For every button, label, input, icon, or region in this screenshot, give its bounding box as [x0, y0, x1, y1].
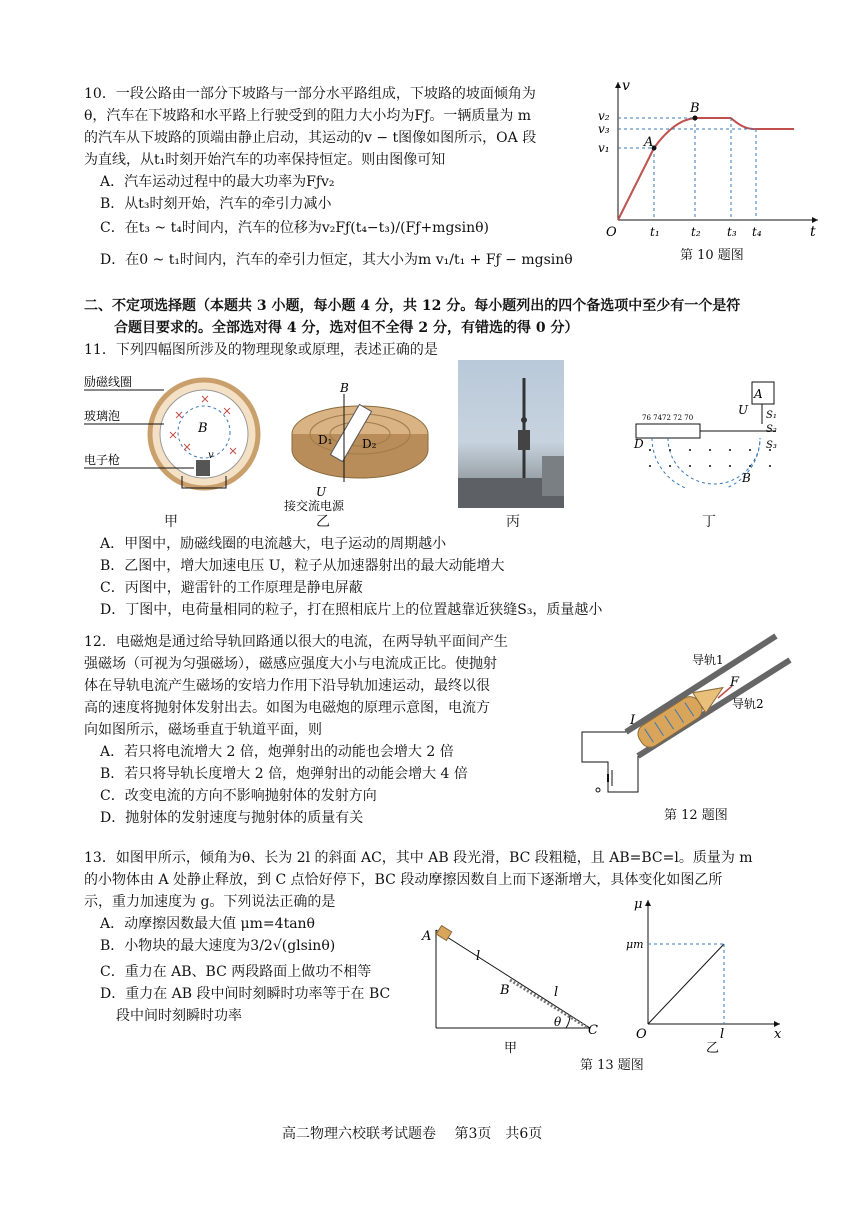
scale-label: 76 7472 72 70 — [642, 414, 694, 422]
q12-line-1: 12．电磁炮是通过给导轨回路通以很大的电流，在两导轨平面间产生 — [84, 634, 508, 650]
q13-caption: 第 13 题图 — [580, 1058, 644, 1073]
q11-fig-ding — [630, 380, 790, 488]
t2-label: t₂ — [691, 225, 701, 239]
jia-label: 甲 — [504, 1041, 518, 1056]
q10-line-3: 的汽车从下坡路的顶端由静止启动，其运动的v − t图像如图所示，OA 段 — [84, 130, 537, 146]
q12-caption: 第 12 题图 — [664, 808, 728, 823]
a-label: A — [754, 387, 763, 401]
q11-label-ding: 丁 — [702, 514, 716, 530]
q10-line-2: θ，汽车在下坡路和水平路上行驶受到的阻力大小均为Fƒ。一辆质量为 m — [84, 108, 532, 124]
source-label: 接交流电源 — [284, 499, 345, 512]
q11-option-a: A．甲图中，励磁线圈的电流越大，电子运动的周期越小 — [100, 536, 447, 552]
t3-label: t₃ — [727, 225, 737, 239]
length-l2-label: l — [554, 985, 559, 1000]
q10-option-c: C．在t₃ ~ t₄时间内，汽车的位移为v₂Fƒ(t₄−t₃)/(Fƒ+mgsinθ) — [100, 220, 489, 236]
q11-label-yi: 乙 — [316, 514, 330, 530]
q12-line-2: 强磁场（可视为匀强磁场），磁感应强度大小与电流成正比。使抛射 — [84, 656, 497, 672]
u-label: U — [316, 485, 327, 499]
q13-option-c: C．重力在 AB、BC 两段路面上做功不相等 — [100, 964, 372, 980]
rail2-label: 导轨2 — [732, 697, 764, 711]
q11-option-b: B．乙图中，增大加速电压 U，粒子从加速器射出的最大动能增大 — [100, 558, 505, 574]
v-axis-label: v — [622, 78, 630, 94]
b-label: B — [340, 382, 349, 395]
origin-label: O — [606, 225, 617, 240]
point-c-label: C — [588, 1023, 598, 1038]
b-label: B — [742, 471, 751, 485]
q13-option-b: B．小物块的最大速度为3/2√(glsinθ) — [100, 938, 336, 954]
mum-label: μm — [626, 938, 644, 951]
q11-label-bing: 丙 — [506, 514, 520, 530]
s1-label: S₁ — [766, 410, 777, 421]
u-label: U — [738, 403, 749, 417]
mu-axis-label: μ — [634, 897, 643, 912]
origin-label: O — [636, 1027, 647, 1042]
q10-option-b: B．从t₃时刻开始，汽车的牵引力减小 — [100, 196, 332, 212]
q12-option-c: C．改变电流的方向不影响抛射体的发射方向 — [100, 788, 377, 804]
section2-heading-1: 二、不定项选择题（本题共 3 小题，每小题 4 分，共 12 分。每小题列出的四个备选项中至少有一个是符 — [84, 298, 741, 314]
t-axis-label: t — [810, 224, 816, 240]
gun-label: 电子枪 — [84, 453, 121, 467]
q12-line-5: 向如图所示，磁场垂直于轨道平面，则 — [84, 722, 322, 738]
section2-heading-2: 合题目要求的。全部选对得 4 分，选对但不全得 2 分，有错选的得 0 分） — [114, 320, 579, 336]
q11-stem: 11．下列四幅图所涉及的物理现象或原理，表述正确的是 — [84, 342, 438, 358]
d-label: D — [634, 437, 644, 451]
length-l1-label: l — [476, 949, 481, 964]
q10-line-1: 10．一段公路由一部分下坡路与一部分水平路组成，下坡路的坡面倾角为 — [84, 86, 536, 102]
q13-line-3: 示，重力加速度为 g。下列说法正确的是 — [84, 894, 336, 910]
q13-option-d: D．重力在 AB 段中间时刻瞬时功率等于在 BC — [100, 986, 391, 1002]
q12-option-b: B．若只将导轨长度增大 2 倍，炮弹射出的动能会增大 4 倍 — [100, 766, 468, 782]
q10-caption: 第 10 题图 — [680, 248, 744, 263]
t4-label: t₄ — [752, 225, 762, 239]
page-footer: 高二物理六校联考试题卷 第3页 共6页 — [282, 1126, 543, 1142]
l-label: l — [720, 1027, 725, 1042]
q11-photo-lightning-rod — [458, 360, 564, 508]
q12-line-3: 体在导轨电流产生磁场的安培力作用下沿导轨加速运动，最终以很 — [84, 678, 490, 694]
bulb-label: 玻璃泡 — [84, 409, 121, 423]
yi-label: 乙 — [706, 1041, 720, 1056]
s2-label: S₂ — [766, 424, 777, 435]
velocity-label: v — [208, 450, 214, 461]
q10-line-4: 为直线，从t₁时刻开始汽车的功率保持恒定。则由图像可知 — [84, 152, 446, 168]
q12-option-d: D．抛射体的发射速度与抛射体的质量有关 — [100, 810, 364, 826]
current-label: I — [630, 713, 636, 728]
b-field-label: B — [198, 421, 208, 436]
rail1-label: 导轨1 — [692, 653, 724, 667]
d1-label: D₁ — [318, 433, 333, 447]
point-b-label: B — [500, 983, 510, 998]
q12-line-4: 高的速度将抛射体发射出去。如图为电磁炮的原理示意图，电流方 — [84, 700, 490, 716]
x-axis-label: x — [774, 1027, 782, 1042]
q13-fig-yi — [624, 894, 788, 1058]
v2-label: v₂ — [598, 109, 610, 123]
s3-label: S₃ — [766, 440, 777, 451]
q11-fig-jia — [84, 372, 284, 502]
q12-railgun-figure — [568, 628, 798, 802]
q13-line-1: 13．如图甲所示，倾角为θ、长为 2l 的斜面 AC，其中 AB 段光滑，BC 段粗糙，且 AB=BC=l。质量为 m — [84, 850, 753, 866]
q10-option-a: A．汽车运动过程中的最大功率为Fƒv₂ — [100, 174, 335, 190]
v3-label: v₃ — [598, 122, 610, 136]
force-label: F — [730, 675, 740, 690]
d2-label: D₂ — [362, 437, 377, 451]
coil-label: 励磁线圈 — [84, 375, 133, 389]
theta-label: θ — [554, 1015, 562, 1029]
point-a-label: A — [422, 929, 432, 944]
q11-label-jia: 甲 — [164, 514, 178, 530]
q13-line-2: 的小物体由 A 处静止释放，到 C 点恰好停下，BC 段动摩擦因数自上而下逐渐增大，具体变化如图乙所 — [84, 872, 723, 888]
q11-option-d: D．丁图中，电荷量相同的粒子，打在照相底片上的位置越靠近狭缝S₃，质量越小 — [100, 602, 603, 618]
q12-option-a: A．若只将电流增大 2 倍，炮弹射出的动能也会增大 2 倍 — [100, 744, 454, 760]
t1-label: t₁ — [650, 225, 660, 239]
q13-option-d-cont: 段中间时刻瞬时功率 — [116, 1008, 242, 1024]
q10-option-d: D．在0 ~ t₁时间内，汽车的牵引力恒定，其大小为m v₁/t₁ + Fƒ − mgsinθ — [100, 252, 573, 268]
point-b-label: B — [690, 101, 700, 116]
q10-vt-graph — [596, 76, 826, 240]
v1-label: v₁ — [598, 141, 610, 155]
q13-fig-jia — [420, 924, 600, 1056]
q11-fig-yi — [282, 382, 442, 512]
q11-option-c: C．丙图中，避雷针的工作原理是静电屏蔽 — [100, 580, 363, 596]
point-a-label: A — [644, 135, 654, 150]
q13-option-a: A．动摩擦因数最大值 μm=4tanθ — [100, 916, 315, 932]
